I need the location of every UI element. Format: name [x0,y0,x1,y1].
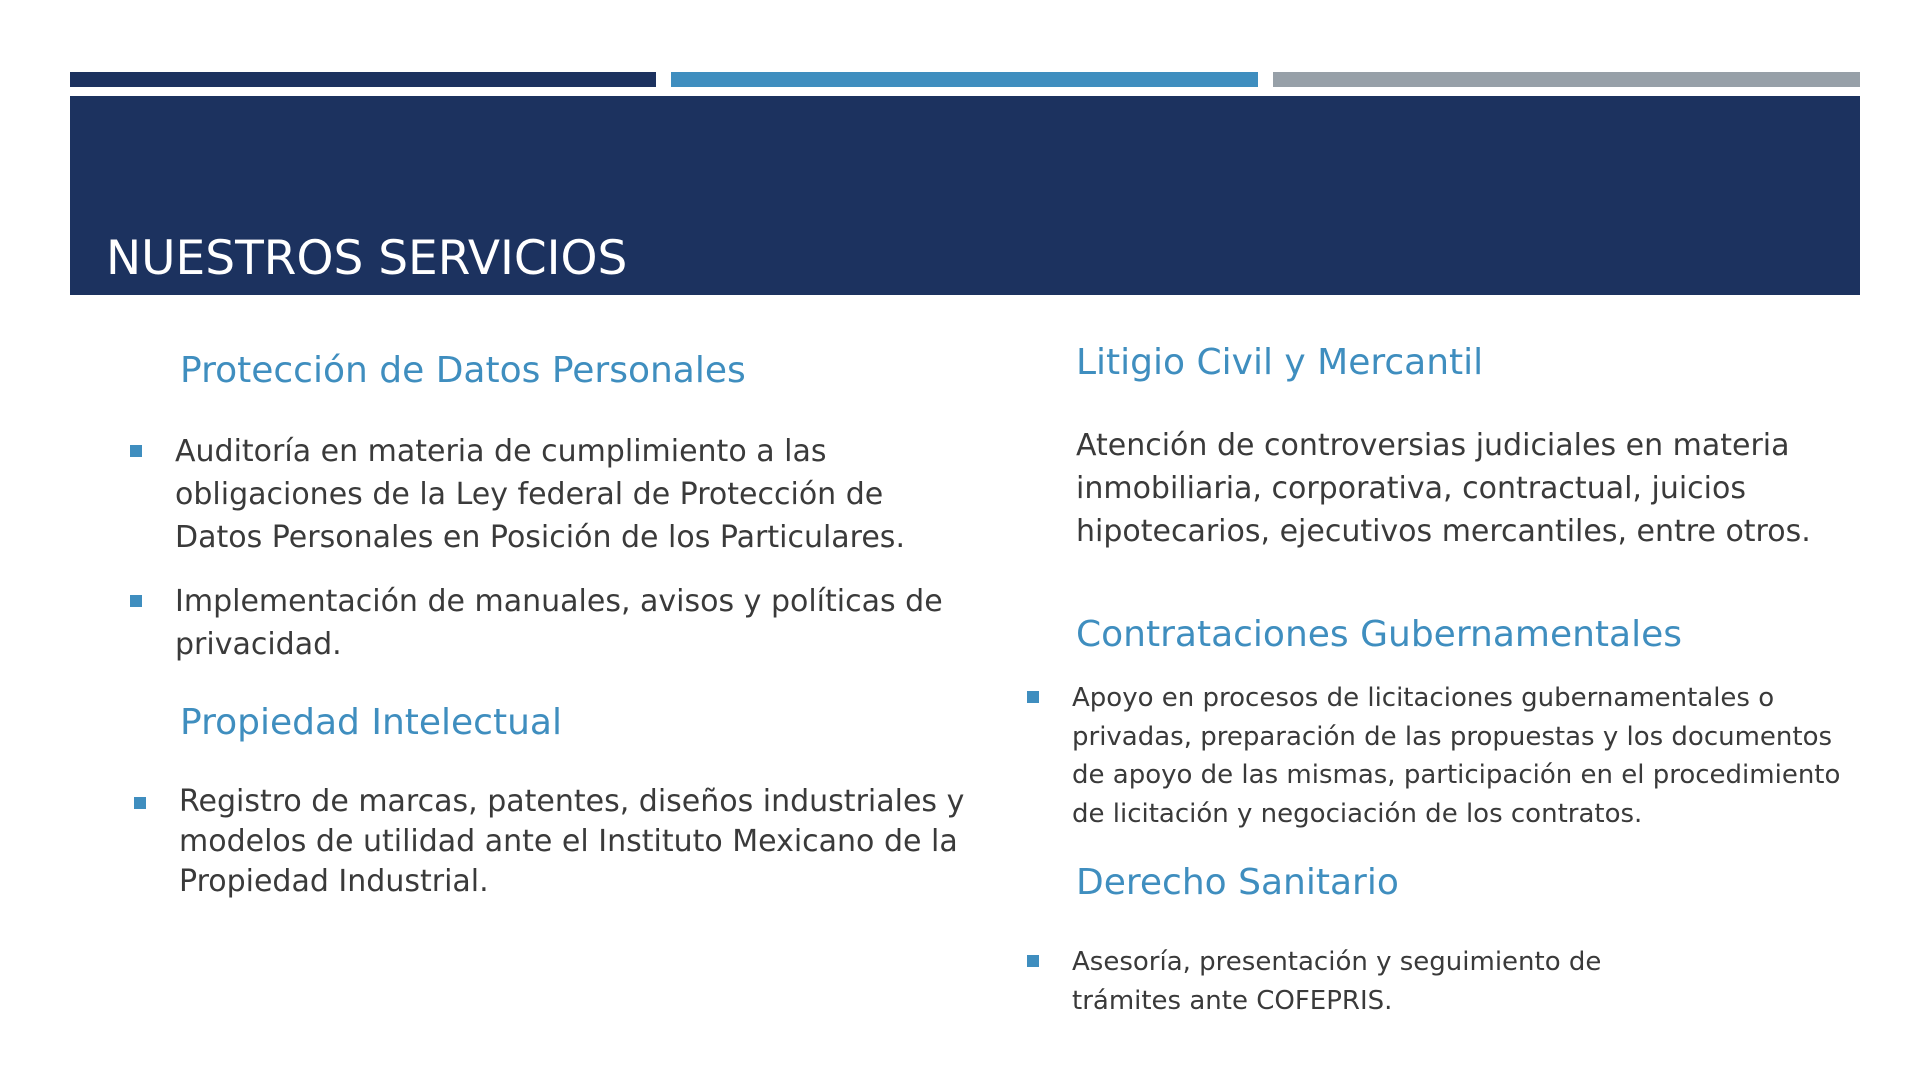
bullet-text [1072,943,1601,1020]
square-bullet-icon [130,595,142,607]
bullet-line: Implementación de manuales, avisos y políticas de [175,584,943,619]
title-band [70,96,1860,295]
bullet-line: Apoyo en procesos de licitaciones gubernamentales o [1072,683,1775,713]
bullet-text [1072,679,1840,833]
heading-contrataciones: Contrataciones Gubernamentales [1076,614,1682,655]
bullet-line: de apoyo de las mismas, participación en el procedimiento [1072,760,1841,790]
square-bullet-icon [1027,691,1039,703]
bullet-text [175,430,905,559]
paragraph-line: Atención de controversias judiciales en materia [1076,428,1790,463]
square-bullet-icon [134,797,146,809]
square-bullet-icon [130,445,142,457]
bullet-line: trámites ante COFEPRIS. [1072,985,1393,1016]
square-bullet-icon [1027,955,1039,967]
accent-bar-dark-blue [70,72,656,87]
bullet-line: Asesoría, presentación y seguimiento de [1072,947,1602,977]
litigio-paragraph [1076,424,1811,553]
paragraph-line: inmobiliaria, corporativa, contractual, juicios [1076,471,1746,506]
bullet-line: obligaciones de la Ley federal de Protección de [175,477,884,512]
bullet-line: Datos Personales en Posición de los Particulares. [175,520,905,555]
bullet-line: de licitación y negociación de los contratos. [1072,798,1643,829]
accent-bar-gray [1273,72,1860,87]
heading-derecho-sanitario: Derecho Sanitario [1076,862,1399,903]
bullet-line: modelos de utilidad ante el Instituto Mexicano de la [179,824,958,859]
bullet-line: Registro de marcas, patentes, diseños industriales y [179,784,965,819]
bullet-line: privacidad. [175,627,342,662]
accent-bar-light-blue [671,72,1258,87]
paragraph-line: hipotecarios, ejecutivos mercantiles, entre otros. [1076,514,1811,549]
bullet-line: privadas, preparación de las propuestas y los documentos [1072,721,1833,752]
bullet-text [179,782,964,902]
bullet-line: Auditoría en materia de cumplimiento a las [175,434,827,469]
heading-litigio: Litigio Civil y Mercantil [1076,342,1484,383]
heading-proteccion-datos: Protección de Datos Personales [180,350,746,391]
bullet-text [175,580,943,666]
heading-propiedad-intelectual: Propiedad Intelectual [180,702,562,743]
bullet-line: Propiedad Industrial. [179,864,489,899]
slide-title: NUESTROS SERVICIOS [106,231,628,287]
